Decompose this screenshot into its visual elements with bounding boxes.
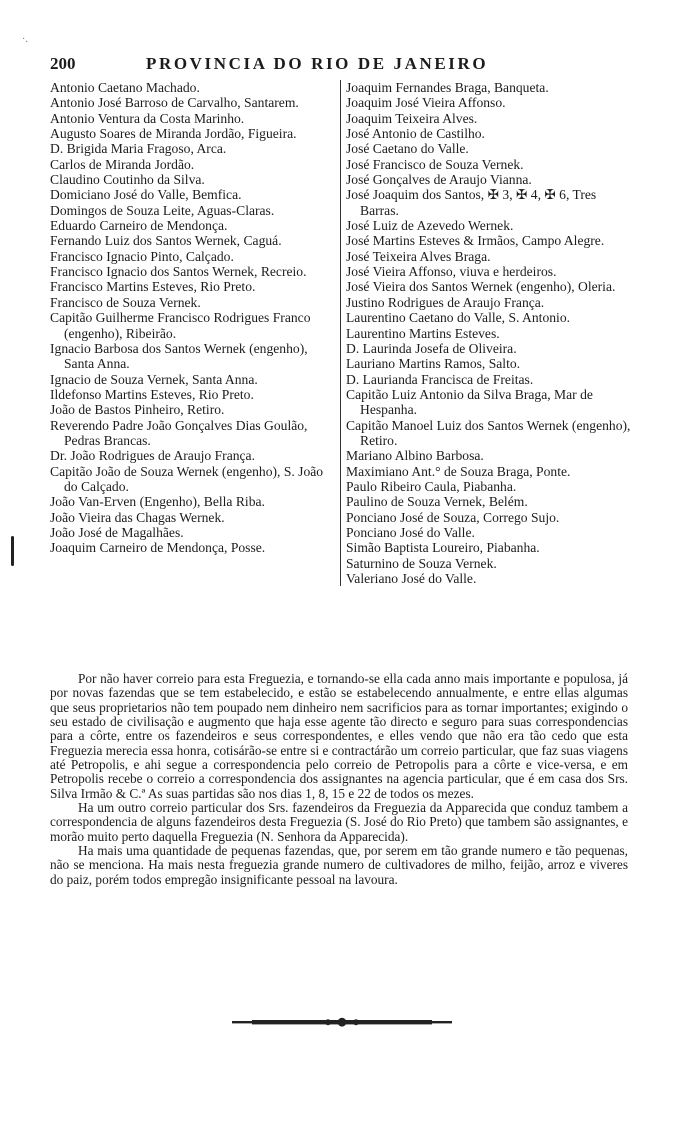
list-entry: Paulo Ribeiro Caula, Piabanha. xyxy=(346,478,517,494)
list-entry: Joaquim Fernandes Braga, Banqueta. xyxy=(346,80,549,95)
list-entry: Maximiano Ant.° de Souza Braga, Ponte. xyxy=(346,463,571,479)
margin-mark: ·. xyxy=(22,34,28,45)
list-entry: Lauriano Martins Ramos, Salto. xyxy=(346,356,521,372)
list-entry: Reverendo Padre João Gonçalves Dias Goulão, Pedras Brancas. xyxy=(50,417,308,448)
list-entry: João Vieira das Chagas Wernek. xyxy=(50,509,225,525)
list-entry: Mariano Albino Barbosa. xyxy=(346,448,484,464)
list-entry: Capitão Manoel Luiz dos Santos Wernek (engenho), Retiro. xyxy=(346,417,631,448)
list-entry: Ignacio de Souza Vernek, Santa Anna. xyxy=(50,371,258,387)
list-entry: Saturnino de Souza Vernek. xyxy=(346,555,497,571)
list-entry: José Caetano do Valle. xyxy=(346,141,469,157)
list-entry: João de Bastos Pinheiro, Retiro. xyxy=(50,402,225,418)
paragraph: Ha mais uma quantidade de pequenas fazendas, que, por serem em tão grande numero e tão pequenas, não se menciona. Ha mais nesta freguezia grande numero de cultivadores de milho, feijão, arroz e viveres do paiz, porém todos empregão insignificante pessoal na lavoura. xyxy=(50,843,628,887)
list-entry: Justino Rodrigues de Araujo França. xyxy=(346,294,545,310)
list-entry: Fernando Luiz dos Santos Wernek, Caguá. xyxy=(50,233,282,249)
list-entry: Joaquim Carneiro de Mendonça, Posse. xyxy=(50,540,266,556)
list-entry: Joaquim Teixeira Alves. xyxy=(346,110,478,126)
paragraph: Ha um outro correio particular dos Srs. fazendeiros da Freguezia da Apparecida que conduz tambem a correspondencia de alguns fazendeiros desta Freguezia (S. José do Rio Preto) que tambem são assignantes, e morão muito perto daquella Freguezia (N. Senhora da Apparecida). xyxy=(50,800,628,844)
list-entry: D. Laurianda Francisca de Freitas. xyxy=(346,371,534,387)
list-entry: Carlos de Miranda Jordão. xyxy=(50,156,195,172)
list-entry: Francisco Martins Esteves, Rio Preto. xyxy=(50,279,256,295)
paragraph: Por não haver correio para esta Freguezia, e tornando-se ella cada anno mais importante e populosa, já por novas fazendas que se tem estabelecido, e estão se estabelecendo annualmente, e entre ellas algumas que seus proprietarios não tem poupado nem dinheiro nem sacrificios para as tornar importantes; exigindo o seu estado de civilisação e augmento que haja esse agente tão directo e seguro para suas correspondencias para a côrte, entre os fazendeiros e seus correspondentes, e elles vendo que não era tão cedo que esta Freguezia merecia essa honra, cotisárão-se entre si e contractárão um correio particular, que faz suas viagens até Petropolis, e ahi segue a correspondencia pelo correio de Petropolis para a côrte e vice-versa, e em Petropolis recebe o correio a correspondencia dos assignantes na agencia particular, que é em casa dos Srs. Silva Irmão & C.ª As suas partidas são nos dias 1, 8, 15 e 22 de todos os mezes. xyxy=(50,671,628,801)
list-entry: Capitão Luiz Antonio da Silva Braga, Mar de Hespanha. xyxy=(346,386,593,418)
list-entry: Paulino de Souza Vernek, Belém. xyxy=(346,494,528,510)
list-entry: Domingos de Souza Leite, Aguas-Claras. xyxy=(50,202,275,218)
list-entry: José Martins Esteves & Irmãos, Campo Alegre. xyxy=(346,233,605,249)
list-entry: D. Laurinda Josefa de Oliveira. xyxy=(346,340,517,356)
list-entry: José Luiz de Azevedo Wernek. xyxy=(346,218,514,234)
list-entry: José Joaquim dos Santos, ✠ 3, ✠ 4, ✠ 6, Tres Barras. xyxy=(346,187,597,218)
list-entry: José Vieira Affonso, viuva e herdeiros. xyxy=(346,264,557,280)
list-entry: Francisco Ignacio dos Santos Wernek, Recreio. xyxy=(50,264,307,280)
list-entry: José Antonio de Castilho. xyxy=(346,126,485,142)
list-entry: Ponciano José de Souza, Corrego Sujo. xyxy=(346,509,560,525)
list-entry: D. Brigida Maria Fragoso, Arca. xyxy=(50,141,227,157)
name-list xyxy=(50,80,630,670)
edge-ink-mark xyxy=(11,536,14,566)
list-entry: Claudino Coutinho da Silva. xyxy=(50,172,205,188)
list-entry: José Gonçalves de Araujo Vianna. xyxy=(346,172,532,188)
right-column xyxy=(340,80,632,586)
list-entry: Laurentino Martins Esteves. xyxy=(346,325,500,341)
list-entry: Capitão Guilherme Francisco Rodrigues Franco (engenho), Ribeirão. xyxy=(50,310,311,341)
list-entry: João Van-Erven (Engenho), Bella Riba. xyxy=(50,494,265,510)
list-entry: Francisco de Souza Vernek. xyxy=(50,294,201,310)
list-entry: Valeriano José do Valle. xyxy=(346,571,477,586)
list-entry: Ignacio Barbosa dos Santos Wernek (engenho), Santa Anna. xyxy=(50,340,308,372)
list-entry: Laurentino Caetano do Valle, S. Antonio. xyxy=(346,310,571,326)
list-entry: Augusto Soares de Miranda Jordão, Figueira. xyxy=(50,126,297,142)
list-entry: José Francisco de Souza Vernek. xyxy=(346,156,524,172)
list-entry: Domiciano José do Valle, Bemfica. xyxy=(50,187,242,203)
list-entry: Francisco Ignacio Pinto, Calçado. xyxy=(50,248,234,264)
list-entry: Ildefonso Martins Esteves, Rio Preto. xyxy=(50,386,254,402)
ornamental-rule xyxy=(232,1017,452,1027)
list-entry: Eduardo Carneiro de Mendonça. xyxy=(50,218,228,234)
list-entry: Dr. João Rodrigues de Araujo França. xyxy=(50,448,255,464)
left-column xyxy=(50,80,340,556)
body-text xyxy=(50,672,628,887)
list-entry: Joaquim José Vieira Affonso. xyxy=(346,95,506,111)
page-header xyxy=(50,54,640,78)
page-number: 200 xyxy=(50,54,76,73)
list-entry: José Teixeira Alves Braga. xyxy=(346,248,491,264)
list-entry: José Vieira dos Santos Wernek (engenho), Oleria. xyxy=(346,279,616,295)
list-entry: Capitão João de Souza Wernek (engenho), S. João do Calçado. xyxy=(50,463,324,494)
list-entry: Antonio Caetano Machado. xyxy=(50,80,200,95)
list-entry: Antonio Ventura da Costa Marinho. xyxy=(50,110,245,126)
running-title: PROVINCIA DO RIO DE JANEIRO xyxy=(146,54,489,73)
list-entry: Antonio José Barroso de Carvalho, Santarem. xyxy=(50,95,299,111)
list-entry: Simão Baptista Loureiro, Piabanha. xyxy=(346,540,540,556)
list-entry: Ponciano José do Valle. xyxy=(346,524,475,540)
list-entry: João José de Magalhães. xyxy=(50,524,184,540)
